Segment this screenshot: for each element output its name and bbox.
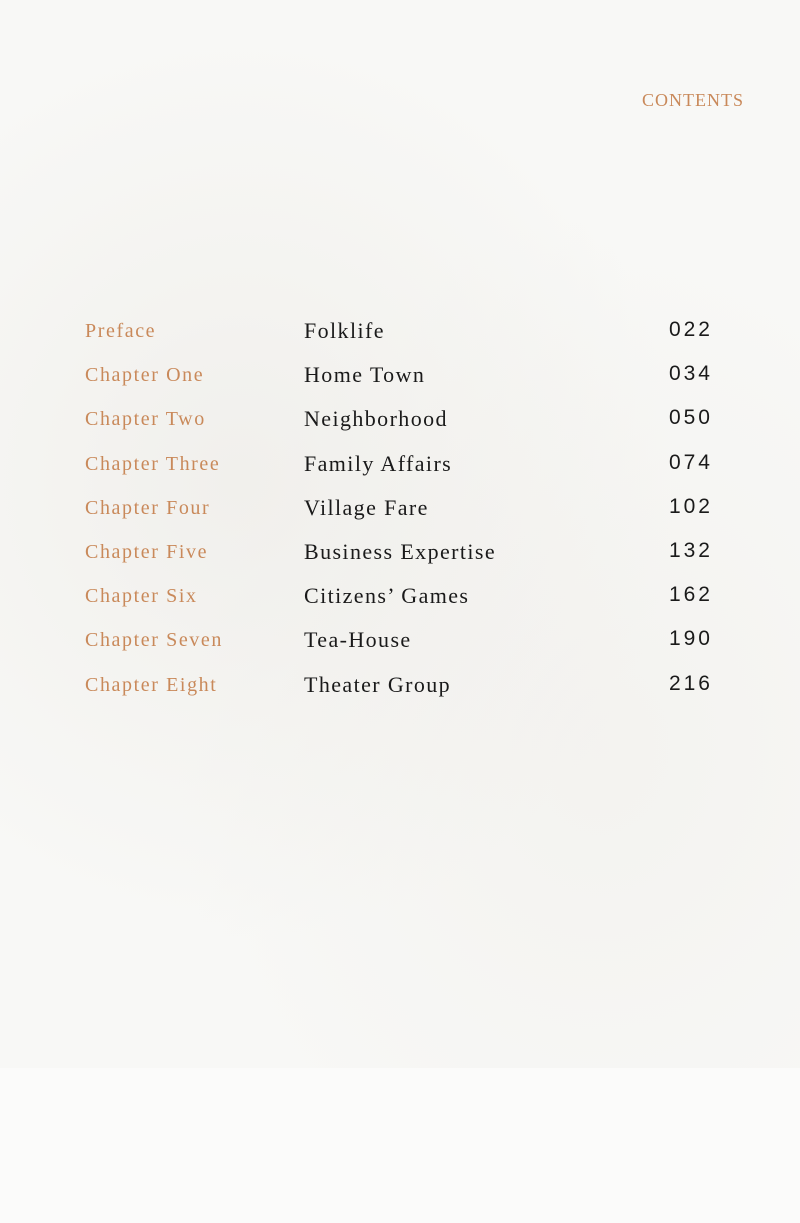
toc-entry-preface[interactable] [85,316,715,360]
chapter-label: Chapter Six [85,585,198,608]
page-number: 162 [668,583,713,607]
toc-entry-chapter-five[interactable] [85,537,715,581]
chapter-label: Chapter Four [85,496,211,519]
toc-entry-chapter-seven[interactable] [85,625,715,669]
chapter-title: Home Town [304,362,426,388]
chapter-title: Citizens’ Games [304,583,470,609]
chapter-label: Chapter One [85,364,205,387]
page-number: 074 [668,450,713,474]
chapter-label: Chapter Eight [85,673,218,696]
toc-entry-chapter-three[interactable] [85,449,715,493]
page-number: 022 [668,318,713,341]
chapter-title: Village Fare [304,494,429,520]
toc-entry-chapter-eight[interactable] [85,670,715,714]
page-number: 050 [668,406,713,430]
chapter-label: Chapter Five [85,540,209,563]
toc-entry-chapter-four[interactable] [85,493,715,537]
toc-entry-chapter-one[interactable] [85,360,715,404]
toc-entry-chapter-two[interactable] [85,404,715,448]
chapter-title: Theater Group [304,671,452,697]
chapter-label: Chapter Three [85,452,221,475]
contents-heading: CONTENTS [642,90,744,110]
chapter-title: Family Affairs [304,450,453,476]
chapter-title: Business Expertise [304,538,497,564]
table-of-contents [85,316,715,714]
page-number: 132 [668,538,713,562]
toc-entry-chapter-six[interactable] [85,581,715,625]
chapter-label: Chapter Two [85,408,206,431]
page-number: 216 [668,671,713,695]
chapter-title: Neighborhood [304,406,448,432]
chapter-label: Preface [85,320,157,342]
chapter-label: Chapter Seven [85,629,223,652]
page-number: 102 [668,494,713,518]
chapter-title: Tea-House [304,627,412,653]
page-number: 034 [668,362,713,386]
chapter-title: Folklife [304,318,385,343]
page-number: 190 [668,627,713,651]
